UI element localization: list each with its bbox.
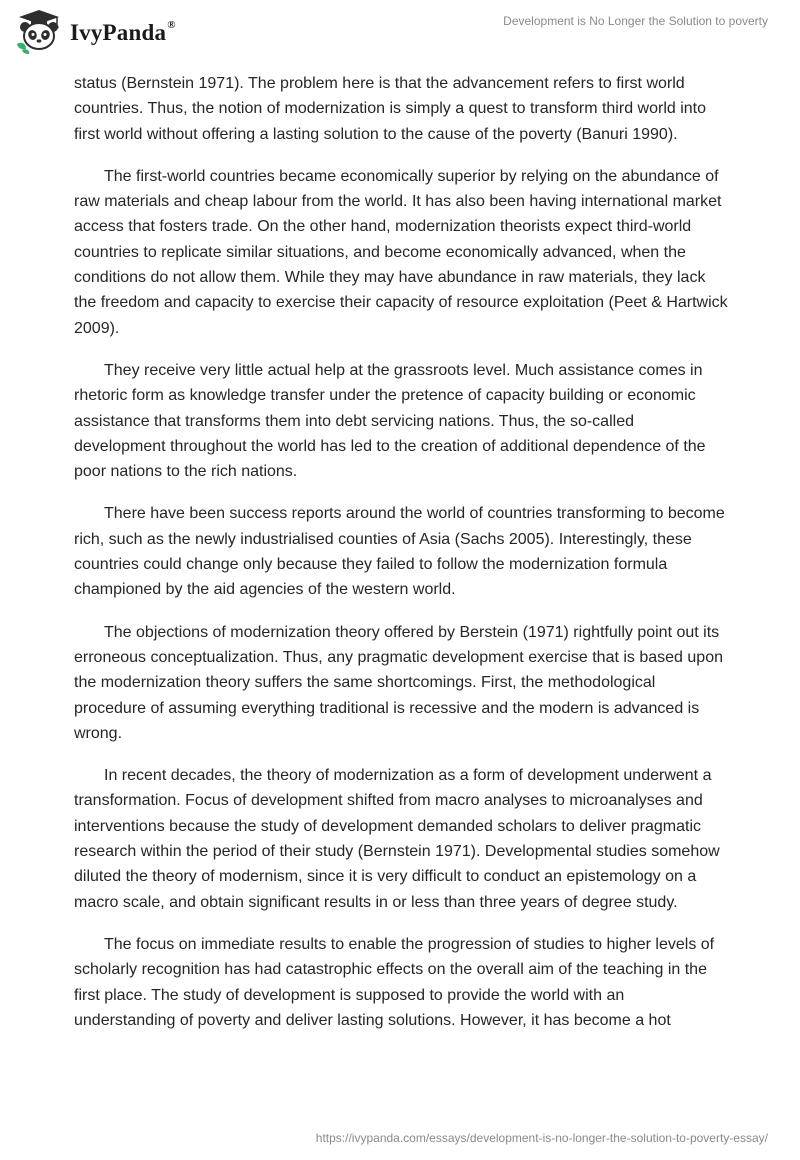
- document-title: Development is No Longer the Solution to poverty: [503, 14, 768, 28]
- paragraph: In recent decades, the theory of modernization as a form of development underwent a transformation. Focus of development shifted from macro analyses to microanalyses and interventions because the study of development demanded scholars to deliver pragmatic research within the period of their study (Bernstein 1971). Developmental studies somehow diluted the theory of modernism, since it is very difficult to conduct an epistemology on a macro scale, and obtain significant results in or less than three years of degree study.: [74, 767, 720, 911]
- panda-logo-icon: [14, 8, 64, 54]
- paragraph: status (Bernstein 1971). The problem here is that the advancement refers to first world countries. Thus, the notion of modernization is simply a quest to transform third world into first world without offering a lasting solution to the cause of the poverty (Banuri 1990).: [74, 75, 707, 143]
- paragraph: The objections of modernization theory offered by Berstein (1971) rightfully point out its erroneous conceptualization. Thus, any pragmatic development exercise that is based upon the modernization theory suffers the same shortcomings. First, the methodological procedure of assuming everything traditional is recessive and the modern is advanced is wrong.: [74, 623, 723, 742]
- paragraph: The first-world countries became economically superior by relying on the abundance of raw materials and cheap labour from the world. It has also been having international market access that fosters trade. On the other hand, modernization theorists expect third-world countries to replicate similar situations, and become economically advanced, when the conditions do not allow them. While they may have abundance in raw materials, they lack the freedom and capacity to exercise their capacity of resource exploitation (Peet & Hartwick 2009).: [74, 167, 728, 337]
- page-header: [0, 0, 800, 70]
- ivypanda-logo[interactable]: [14, 8, 176, 54]
- essay-body: [74, 71, 730, 1050]
- paragraph: There have been success reports around the world of countries transforming to become rich, such as the newly industrialised counties of Asia (Sachs 2005). Interestingly, these countries could change only because they failed to follow the modernization formula championed by the aid agencies of the western world.: [74, 505, 725, 599]
- logo-wordmark: [70, 20, 176, 46]
- paragraph: The focus on immediate results to enable the progression of studies to higher levels of scholarly recognition has had catastrophic effects on the overall aim of the teaching in the first place. The study of development is supposed to provide the world with an understanding of poverty and deliver lasting solutions. However, it has become a hot: [74, 935, 715, 1029]
- logo-wordmark-text: IvyPanda: [70, 20, 167, 45]
- source-url-link[interactable]: https://ivypanda.com/essays/development-is-no-longer-the-solution-to-poverty-essay/: [315, 1131, 768, 1145]
- paragraph: They receive very little actual help at the grassroots level. Much assistance comes in rhetoric form as knowledge transfer under the pretence of capacity building or economic assistance that transforms them into debt servicing nations. Thus, the so-called development throughout the world has led to the creation of additional dependence of the poor nations to the rich nations.: [74, 361, 706, 481]
- registered-mark: ®: [167, 19, 176, 32]
